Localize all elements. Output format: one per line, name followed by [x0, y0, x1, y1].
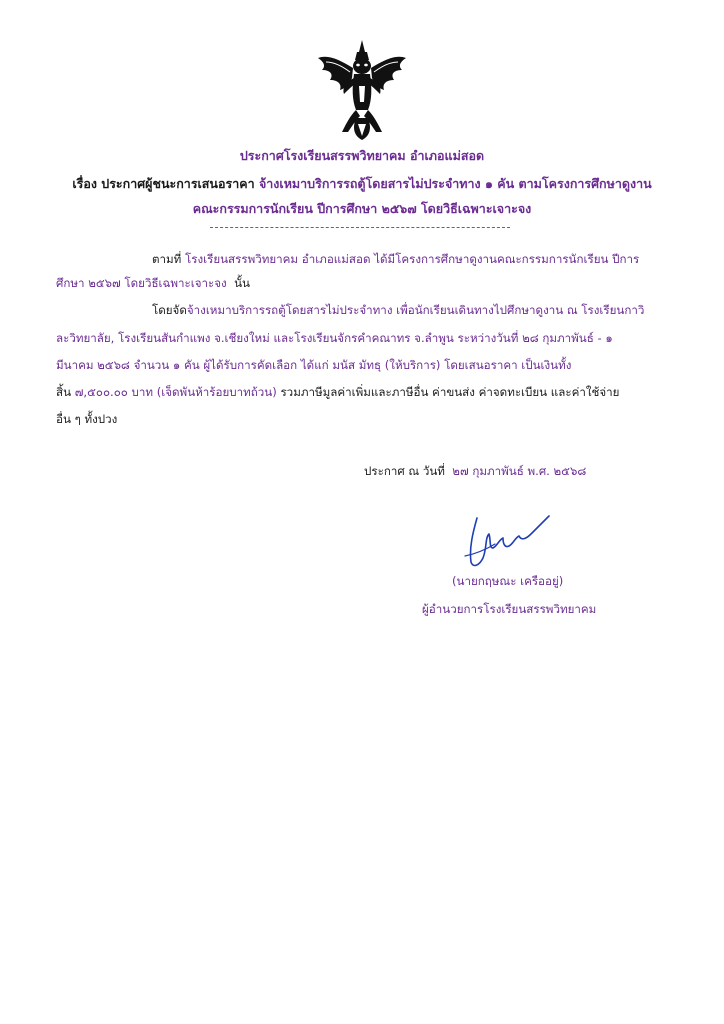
paragraph-2-line-1: [152, 303, 672, 318]
p2-main: จ้างเหมาบริการรถตู้โดยสารไม่ประจำทาง เพื่อนักเรียนเดินทางไปศึกษาดูงาน ณ โรงเรียนกาวิ: [186, 303, 645, 317]
subject-prefix: เรื่อง ประกาศผู้ชนะการเสนอราคา: [72, 176, 255, 191]
garuda-emblem-icon: [312, 38, 412, 142]
signer-position: ผู้อำนวยการโรงเรียนสรรพวิทยาคม: [422, 602, 597, 616]
subject-continuation: คณะกรรมการนักเรียน ปีการศึกษา ๒๕๖๗ โดยวิธีเฉพาะเจาะจง: [192, 201, 532, 216]
handwritten-signature: [455, 508, 555, 570]
announce-date: ๒๗ กุมภาพันธ์ พ.ศ. ๒๕๖๘: [452, 464, 587, 478]
paragraph-2-line-5: อื่น ๆ ทั้งปวง: [56, 412, 118, 426]
announcement-date-line: [364, 463, 586, 481]
announcement-subject: [0, 176, 724, 192]
p1-suffix: นั้น: [234, 276, 250, 290]
p1-line2-text: ศึกษา ๒๕๖๗ โดยวิธีเฉพาะเจาะจง: [56, 276, 227, 290]
price-amount: ๗,๕๐๐.๐๐ บาท (เจ็ดพันห้าร้อยบาทถ้วน): [74, 385, 277, 399]
title-divider: [210, 227, 510, 228]
signer-name: (นายกฤษณะ เครืออยู่): [452, 574, 564, 588]
paragraph-2-line-2: ละวิทยาลัย, โรงเรียนสันกำแพง จ.เชียงใหม่ และโรงเรียนจักรคำคณาทร จ.ลำพูน ระหว่างวันที่ ๒๘ กุมภาพันธ์ - ๑: [56, 331, 613, 345]
paragraph-1-line-2: [56, 276, 668, 291]
announce-prefix: ประกาศ ณ วันที่: [364, 464, 445, 478]
p2-line4-suffix: รวมภาษีมูลค่าเพิ่มและภาษีอื่น ค่าขนส่ง ค่าจดทะเบียน และค่าใช้จ่าย: [280, 385, 620, 399]
p2-line4-prefix: สิ้น: [56, 385, 72, 399]
paragraph-2-line-4: [56, 385, 668, 400]
paragraph-1-line-1: [152, 252, 672, 267]
paragraph-2-line-3: มีนาคม ๒๕๖๘ จำนวน ๑ คัน ผู้ได้รับการคัดเลือก ได้แก่ มนัส มัทธุ (ให้บริการ) โดยเสนอราคา เป็นเงินทั้ง: [56, 358, 572, 372]
announcement-title: ประกาศโรงเรียนสรรพวิทยาคม อำเภอแม่สอด: [239, 148, 485, 163]
p1-prefix: ตามที่: [152, 252, 182, 266]
p1-main: โรงเรียนสรรพวิทยาคม อำเภอแม่สอด ได้มีโครงการศึกษาดูงานคณะกรรมการนักเรียน ปีการ: [185, 252, 640, 266]
subject-main: จ้างเหมาบริการรถตู้โดยสารไม่ประจำทาง ๑ คัน ตามโครงการศึกษาดูงาน: [258, 176, 652, 191]
p2-prefix: โดยจัด: [152, 303, 187, 317]
